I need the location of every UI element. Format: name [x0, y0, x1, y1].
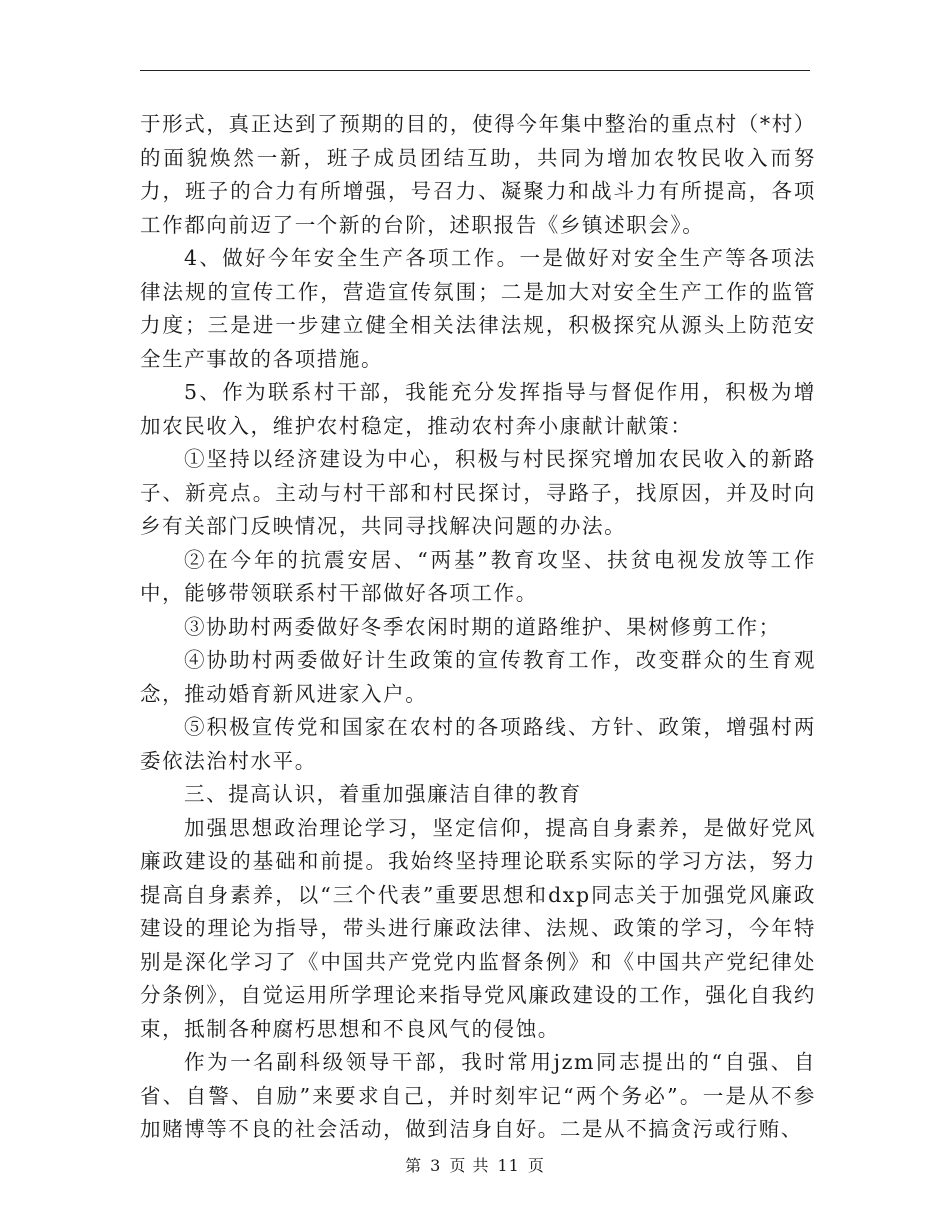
- paragraph-self-discipline: 作为一名副科级领导干部，我时常用jzm同志提出的“自强、自省、自警、自励”来要求自己，并时刻牢记“两个务必”。一是从不参加赌博等不良的社会活动，做到洁身自好。二是从不搞贪污或行贿、: [140, 1050, 816, 1141]
- document-body: [140, 108, 816, 1147]
- list-item-1: ①坚持以经济建设为中心，积极与村民探究增加农民收入的新路子、新亮点。主动与村干部和村民探讨，寻路子，找原因，并及时向乡有关部门反映情况，共同寻找解决问题的办法。: [140, 447, 816, 538]
- footer-middle: 页 共: [449, 1156, 490, 1175]
- list-item-5: ⑤积极宣传党和国家在农村的各项路线、方针、政策，增强村两委依法治村水平。: [140, 715, 816, 773]
- list-item-3: ③协助村两委做好冬季农闲时期的道路维护、果树修剪工作；: [184, 614, 781, 639]
- paragraph-safety-production: 4、做好今年安全生产各项工作。一是做好对安全生产等各项法律法规的宣传工作，营造宣传氛围；二是加大对安全生产工作的监管力度；三是进一步建立健全相关法律法规，积极探究从源头上防范安全生产事故的各项措施。: [140, 246, 816, 371]
- footer-prefix: 第: [405, 1156, 423, 1175]
- list-item-2: ②在今年的抗震安居、“两基”教育攻坚、扶贫电视发放等工作中，能够带领联系村干部做好各项工作。: [140, 547, 816, 605]
- footer-current-page: 3: [430, 1156, 442, 1175]
- paragraph-continuation: 于形式，真正达到了预期的目的，使得今年集中整治的重点村（*村）的面貌焕然一新，班子成员团结互助，共同为增加农牧民收入而努力，班子的合力有所增强，号召力、凝聚力和战斗力有所提高，各项工作都向前迈了一个新的台阶，述职报告《乡镇述职会》。: [140, 112, 816, 237]
- footer-total-pages: 11: [497, 1156, 520, 1175]
- paragraph-theory-study: 加强思想政治理论学习，坚定信仰，提高自身素养，是做好党风廉政建设的基础和前提。我始终坚持理论联系实际的学习方法，努力提高自身素养，以“三个代表”重要思想和dxp同志关于加强党风廉政建设的理论为指导，带头进行廉政法律、法规、政策的学习，今年特别是深化学习了《中国共产党党内监督条例》和《中国共产党纪律处分条例》，自觉运用所学理论来指导党风廉政建设的工作，强化自我约束，抵制各种腐朽思想和不良风气的侵蚀。: [140, 815, 816, 1041]
- footer-suffix: 页: [527, 1156, 545, 1175]
- section-heading-3: 三、提高认识，着重加强廉洁自律的教育: [184, 782, 582, 806]
- header-rule: [140, 70, 810, 71]
- page-footer: [0, 1153, 950, 1176]
- paragraph-village-liaison: 5、作为联系村干部，我能充分发挥指导与督促作用，积极为增加农民收入，维护农村稳定，推动农村奔小康献计献策：: [140, 380, 816, 438]
- list-item-4: ④协助村两委做好计生政策的宣传教育工作，改变群众的生育观念，推动婚育新风进家入户。: [140, 648, 816, 706]
